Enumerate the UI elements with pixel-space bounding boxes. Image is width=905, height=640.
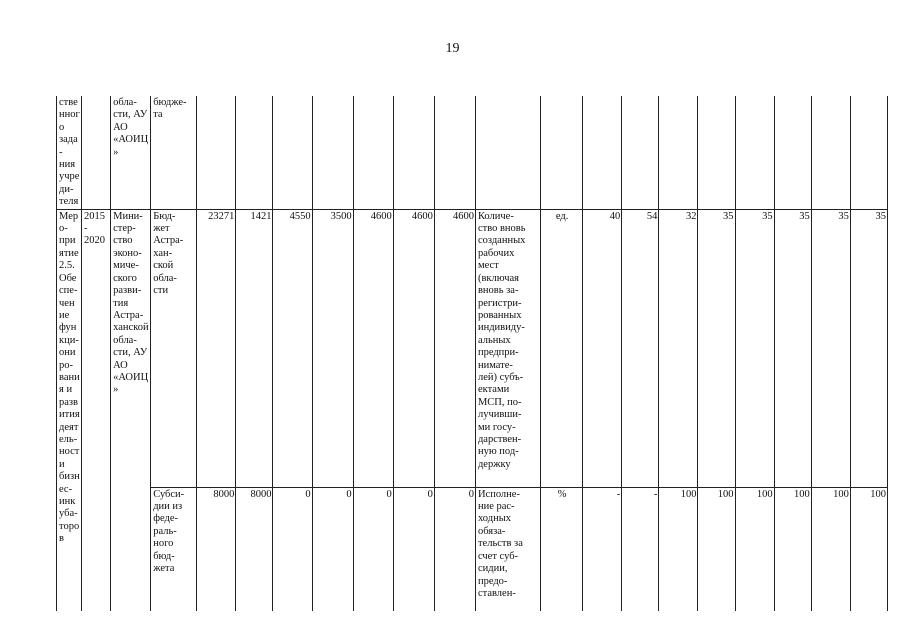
cell-amount: 4600 — [393, 209, 434, 487]
cell-years-continuation — [82, 96, 111, 209]
empty-cell — [197, 96, 236, 209]
empty-cell — [850, 96, 887, 209]
empty-cell — [393, 96, 434, 209]
cell-event-name: Меро- приятие 2.5. Обеспе- чение функци- ониро- вания и развития деятель- ности бизнес- инкуба- торов — [57, 209, 82, 611]
cell-target: 35 — [735, 209, 774, 487]
cell-amount: 0 — [393, 487, 434, 611]
cell-target: 35 — [811, 209, 850, 487]
empty-cell — [541, 96, 583, 209]
table-row — [57, 96, 888, 209]
program-measures-table — [56, 96, 888, 611]
cell-target: 100 — [811, 487, 850, 611]
cell-amount: 1421 — [236, 209, 273, 487]
cell-amount: 23271 — [197, 209, 236, 487]
cell-target: 100 — [850, 487, 887, 611]
cell-amount: 3500 — [312, 209, 353, 487]
table-row — [57, 487, 888, 611]
cell-amount: 8000 — [236, 487, 273, 611]
empty-cell — [774, 96, 811, 209]
cell-amount: 0 — [273, 487, 312, 611]
empty-cell — [312, 96, 353, 209]
cell-source-continuation: бюдже- та — [151, 96, 197, 209]
cell-funding-source: Бюд- жет Астра- хан- ской обла- сти — [151, 209, 197, 487]
cell-amount: 0 — [312, 487, 353, 611]
cell-unit: ед. — [541, 209, 583, 487]
cell-target: 54 — [622, 209, 659, 487]
empty-cell — [475, 96, 540, 209]
cell-executor: Мини- стер- ство эконо- миче- ского разви- тия Астра- ханской обла- сти, АУ АО «АОИЦ» — [111, 209, 151, 611]
empty-cell — [583, 96, 622, 209]
empty-cell — [735, 96, 774, 209]
cell-target: 35 — [850, 209, 887, 487]
cell-target: - — [583, 487, 622, 611]
cell-indicator: Исполне- ние рас- ходных обяза- тельств за счет суб- сидии, предо- ставлен- — [475, 487, 540, 611]
cell-target: 100 — [659, 487, 698, 611]
cell-indicator: Количе- ство вновь созданных рабочих мест (включая вновь за- регистри- рованных индивиду- альных предпри- нимате- лей) субъ- ектами МСП, по- лучивши- ми госу- дарствен- ную под- держку — [475, 209, 540, 487]
cell-target: 32 — [659, 209, 698, 487]
cell-years: 2015 - 2020 — [82, 209, 111, 611]
page-number: 19 — [445, 41, 460, 56]
cell-target: 100 — [774, 487, 811, 611]
cell-amount: 0 — [353, 487, 393, 611]
empty-cell — [273, 96, 312, 209]
cell-amount: 4600 — [434, 209, 475, 487]
program-table-container — [56, 96, 888, 599]
empty-cell — [236, 96, 273, 209]
cell-target: 100 — [698, 487, 735, 611]
cell-target: 100 — [735, 487, 774, 611]
empty-cell — [353, 96, 393, 209]
cell-amount: 4550 — [273, 209, 312, 487]
empty-cell — [659, 96, 698, 209]
cell-unit: % — [541, 487, 583, 611]
cell-target: 35 — [774, 209, 811, 487]
cell-target: 40 — [583, 209, 622, 487]
table-row — [57, 209, 888, 487]
empty-cell — [811, 96, 850, 209]
empty-cell — [622, 96, 659, 209]
cell-target: 35 — [698, 209, 735, 487]
cell-amount: 0 — [434, 487, 475, 611]
cell-funding-source: Субси- дии из феде- раль- ного бюд- жета — [151, 487, 197, 611]
cell-amount: 4600 — [353, 209, 393, 487]
empty-cell — [698, 96, 735, 209]
cell-amount: 8000 — [197, 487, 236, 611]
cell-executor-continuation: обла- сти, АУ АО «АОИЦ» — [111, 96, 151, 209]
cell-target: - — [622, 487, 659, 611]
empty-cell — [434, 96, 475, 209]
cell-event-continuation: ственного зада- ния учреди- теля — [57, 96, 82, 209]
